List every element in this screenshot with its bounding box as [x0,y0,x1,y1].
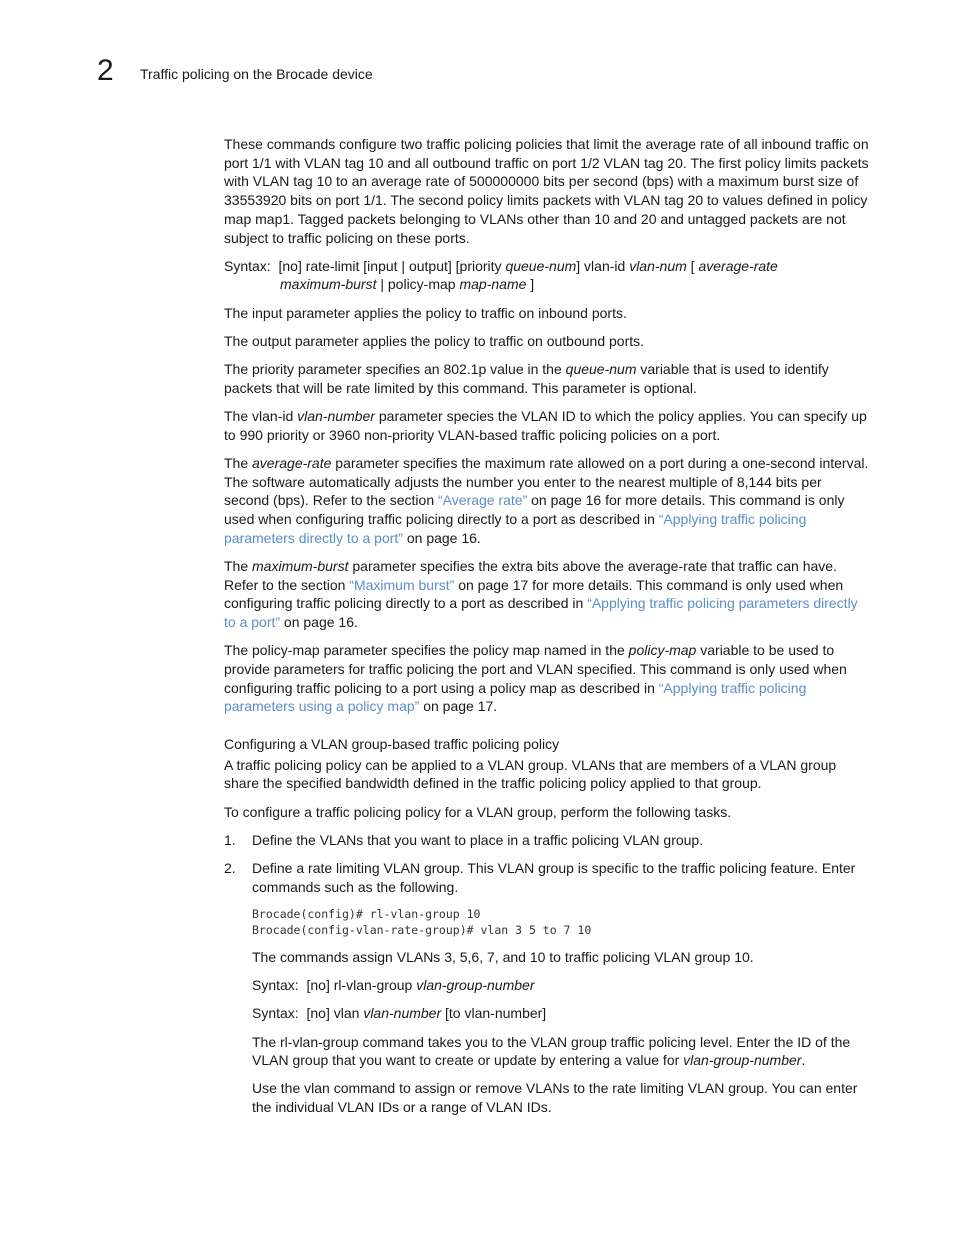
code-line: Brocade(config-vlan-rate-group)# vlan 3 5 to 7 10 [252,922,592,937]
page-content [224,135,869,1126]
average-rate-paragraph: The average-rate parameter specifies the maximum rate allowed on a port during a one-second interval. The software automatically adjusts the number you enter to the nearest multiple of 8,144 bits per second (bps). Refer to the section “Average rate” on page 16 for more details. This command is only used when configuring traffic policing directly to a port as described in “Applying traffic policing parameters directly to a port” on page 16. [224,454,869,546]
syntax-var: average-rate [698,257,778,274]
section-paragraph: A traffic policing policy can be applied to a VLAN group. VLANs that are members of a VLAN group share the specified bandwidth defined in the traffic policing policy applied to that group. [224,756,837,792]
syntax-var: maximum-burst [280,276,377,293]
syntax-rate-limit [224,257,869,294]
syntax-text: [no] rate-limit [input | output] [priority [278,257,506,274]
average-rate-link[interactable]: “Average rate” [438,492,528,509]
section-heading: Configuring a VLAN group-based traffic policing policy [224,735,560,752]
assign-paragraph: The commands assign VLANs 3, 5,6, 7, and 10 to traffic policing VLAN group 10. [252,948,754,965]
priority-paragraph: The priority parameter specifies an 802.1p value in the queue-num variable that is used to identify packets that will be rate limited by this command. This parameter is optional. [224,361,829,396]
list-item: 2. Define a rate limiting VLAN group. This VLAN group is specific to the traffic policing feature. Enter commands such as the following. [224,860,856,895]
syntax-text: ] [526,276,535,293]
section-paragraph: To configure a traffic policing policy for a VLAN group, perform the following tasks. [224,803,732,820]
syntax-var: vlan-num [629,257,687,274]
rl-vlan-group-paragraph: The rl-vlan-group command takes you to the VLAN group traffic policing level. Enter the ID of the VLAN group that you want to create or update by entering a value for vlan-group-number. [252,1033,851,1069]
input-paragraph: The input parameter applies the policy to traffic on inbound ports. [224,304,627,321]
intro-paragraph: These commands configure two traffic policing policies that limit the average rate of all inbound traffic on port 1/1 with VLAN tag 10 and all outbound traffic on port 1/2 VLAN tag 20. The first policy limits packets with VLAN tag 10 to an average rate of 500000000 bits per second (bps) with a maximum burst size of 33553920 bits on port 1/1. The second policy limits packets with VLAN tag 20 to values defined in policy map map1. Tagged packets belonging to VLANs other than 10 and 20 and untagged packets are not subject to traffic policing on these ports. [224,136,869,246]
applying-directly-link[interactable]: “Applying traffic policing parameters directly to a port” [224,510,807,546]
list-item: 1. Define the VLANs that you want to place in a traffic policing VLAN group. [224,831,704,848]
syntax-rl-vlan-group: Syntax: [no] rl-vlan-group vlan-group-number [252,977,535,994]
syntax-text: | policy-map [376,276,460,293]
syntax-text: [ [686,257,699,274]
output-paragraph: The output parameter applies the policy to traffic on outbound ports. [224,332,645,349]
policy-map-paragraph: The policy-map parameter specifies the policy map named in the policy-map variable to be used to provide parameters for traffic policing the port and VLAN specified. This command is only used when configuring traffic policing to a port using a policy map as described in “Applying traffic policing parameters using a policy map” on page 17. [224,642,847,715]
vlan-id-paragraph: The vlan-id vlan-number parameter species the VLAN ID to which the policy applies. You can specify up to 990 priority or 3960 non-priority VLAN-based traffic policing policies on a port. [224,407,867,443]
maximum-burst-paragraph: The maximum-burst parameter specifies the extra bits above the average-rate that traffic can have. Refer to the section “Maximum burst” on page 17 for more details. This command is only used when configuring traffic policing directly to a port as described in “Applying traffic policing parameters directly to a port” on page 16. [224,557,858,630]
syntax-text: ] vlan-id [576,257,630,274]
syntax-label: Syntax: [224,257,271,274]
applying-policy-map-link[interactable]: “Applying traffic policing parameters using a policy map” [224,679,807,715]
chapter-title: Traffic policing on the Brocade device [140,66,373,82]
chapter-number: 2 [97,54,114,87]
vlan-command-paragraph: Use the vlan command to assign or remove VLANs to the rate limiting VLAN group. You can enter the individual VLAN IDs or a range of VLAN IDs. [252,1080,858,1116]
code-block [252,906,869,938]
syntax-vlan: Syntax: [no] vlan vlan-number [to vlan-number] [252,1005,547,1022]
syntax-var: map-name [459,276,527,293]
applying-directly-link[interactable]: “Applying traffic policing parameters directly to a port” [224,595,858,630]
maximum-burst-link[interactable]: “Maximum burst” [349,576,455,593]
syntax-var: queue-num [505,257,577,274]
steps-list [224,831,869,897]
code-line: Brocade(config)# rl-vlan-group 10 [252,906,481,921]
